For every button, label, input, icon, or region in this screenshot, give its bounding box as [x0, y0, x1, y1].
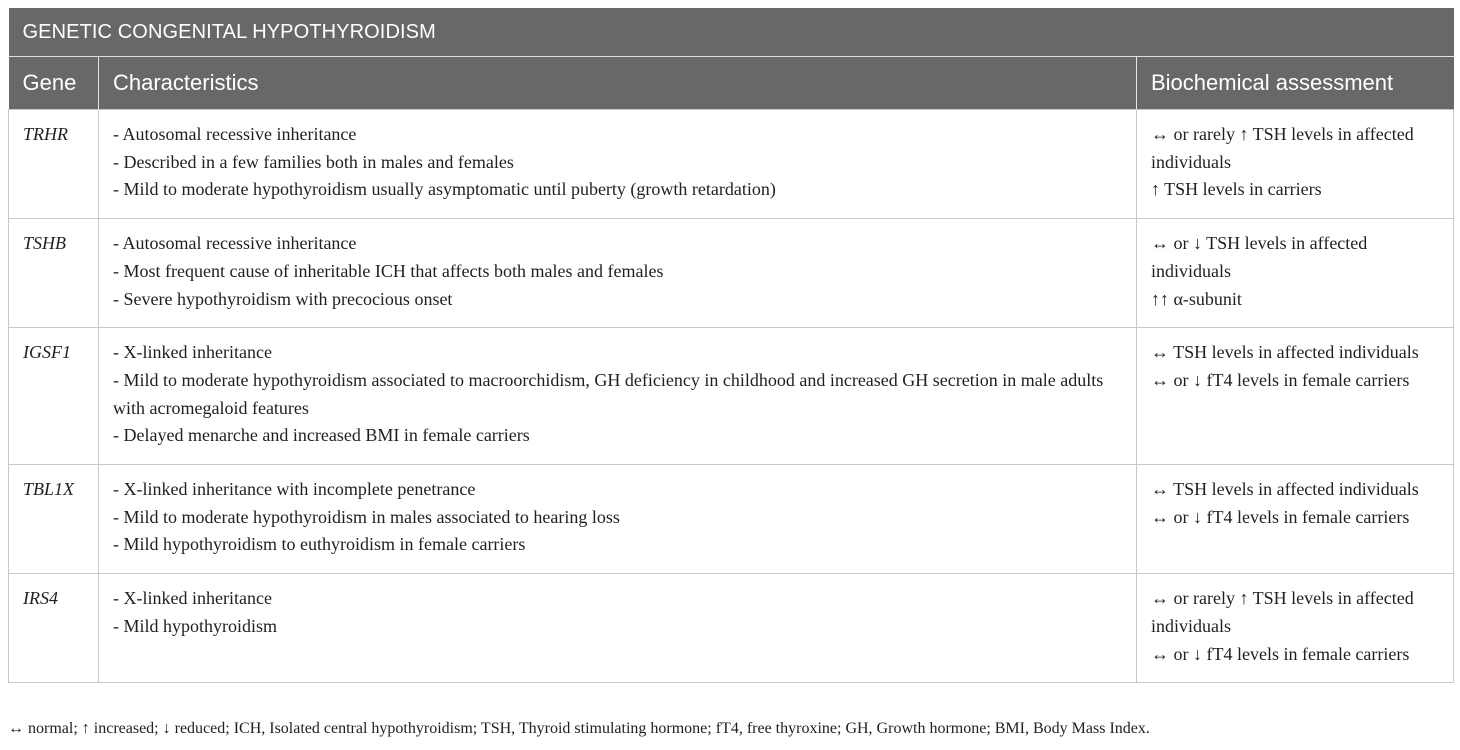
- biochemical-line: ↔ or rarely ↑ TSH levels in affected individuals: [1151, 588, 1414, 636]
- biochemical-line: ↔ or ↓ fT4 levels in female carriers: [1151, 643, 1410, 664]
- characteristics-cell: [99, 574, 1137, 683]
- table-header-row: [9, 57, 1454, 110]
- characteristic-line: - X-linked inheritance: [113, 588, 272, 609]
- header-gene: Gene: [9, 57, 99, 110]
- characteristic-line: - Mild to moderate hypothyroidism usually asymptomatic until puberty (growth retardation): [113, 179, 776, 200]
- characteristics-cell: [99, 110, 1137, 219]
- biochemical-cell: [1137, 219, 1454, 328]
- table-container: [8, 8, 1453, 683]
- table-row: [9, 328, 1454, 465]
- gene-cell: TBL1X: [9, 465, 99, 574]
- biochemical-line: ↔ or ↓ fT4 levels in female carriers: [1151, 506, 1410, 527]
- characteristic-line: - X-linked inheritance with incomplete penetrance: [113, 479, 476, 500]
- biochemical-line: ↑↑ α-subunit: [1151, 288, 1242, 309]
- characteristics-cell: [99, 328, 1137, 465]
- biochemical-line: ↔ or ↓ TSH levels in affected individuals: [1151, 233, 1368, 281]
- biochemical-line: ↔ or rarely ↑ TSH levels in affected individuals: [1151, 124, 1414, 172]
- gene-cell: TSHB: [9, 219, 99, 328]
- characteristic-line: - Mild hypothyroidism to euthyroidism in female carriers: [113, 534, 526, 555]
- characteristic-line: - Severe hypothyroidism with precocious onset: [113, 288, 453, 309]
- table-title: GENETIC CONGENITAL HYPOTHYROIDISM: [9, 8, 1454, 57]
- header-biochemical-assessment: Biochemical assessment: [1137, 57, 1454, 110]
- table-row: [9, 465, 1454, 574]
- table-title-row: [9, 8, 1454, 57]
- biochemical-line: ↔ TSH levels in affected individuals: [1151, 342, 1419, 363]
- characteristic-line: - X-linked inheritance: [113, 342, 272, 363]
- characteristic-line: - Described in a few families both in males and females: [113, 151, 514, 172]
- characteristic-line: - Autosomal recessive inheritance: [113, 233, 357, 254]
- table-footnote: ↔ normal; ↑ increased; ↓ reduced; ICH, Isolated central hypothyroidism; TSH, Thyroid stimulating hormone; fT4, free thyroxine; GH, Growth hormone; BMI, Body Mass Index.: [8, 720, 1150, 737]
- table-row: [9, 574, 1454, 683]
- gene-cell: TRHR: [9, 110, 99, 219]
- characteristic-line: - Mild to moderate hypothyroidism in males associated to hearing loss: [113, 506, 620, 527]
- gene-cell: IRS4: [9, 574, 99, 683]
- header-characteristics: Characteristics: [99, 57, 1137, 110]
- biochemical-cell: [1137, 328, 1454, 465]
- biochemical-cell: [1137, 110, 1454, 219]
- characteristic-line: - Mild hypothyroidism: [113, 615, 278, 636]
- biochemical-cell: [1137, 465, 1454, 574]
- characteristic-line: - Autosomal recessive inheritance: [113, 124, 357, 144]
- characteristics-cell: [99, 219, 1137, 328]
- characteristic-line: - Mild to moderate hypothyroidism associated to macroorchidism, GH deficiency in childhood and increased GH secretion in male adults with acromegaloid features: [113, 369, 1104, 418]
- biochemical-cell: [1137, 574, 1454, 683]
- genetic-hypothyroidism-table: [8, 8, 1454, 683]
- gene-cell: IGSF1: [9, 328, 99, 465]
- characteristic-line: - Most frequent cause of inheritable ICH that affects both males and females: [113, 260, 664, 281]
- characteristics-cell: [99, 465, 1137, 574]
- table-row: [9, 110, 1454, 219]
- table-row: [9, 219, 1454, 328]
- characteristic-line: - Delayed menarche and increased BMI in female carriers: [113, 425, 530, 446]
- biochemical-line: ↔ or ↓ fT4 levels in female carriers: [1151, 369, 1410, 390]
- biochemical-line: ↔ TSH levels in affected individuals: [1151, 479, 1419, 500]
- biochemical-line: ↑ TSH levels in carriers: [1151, 179, 1322, 200]
